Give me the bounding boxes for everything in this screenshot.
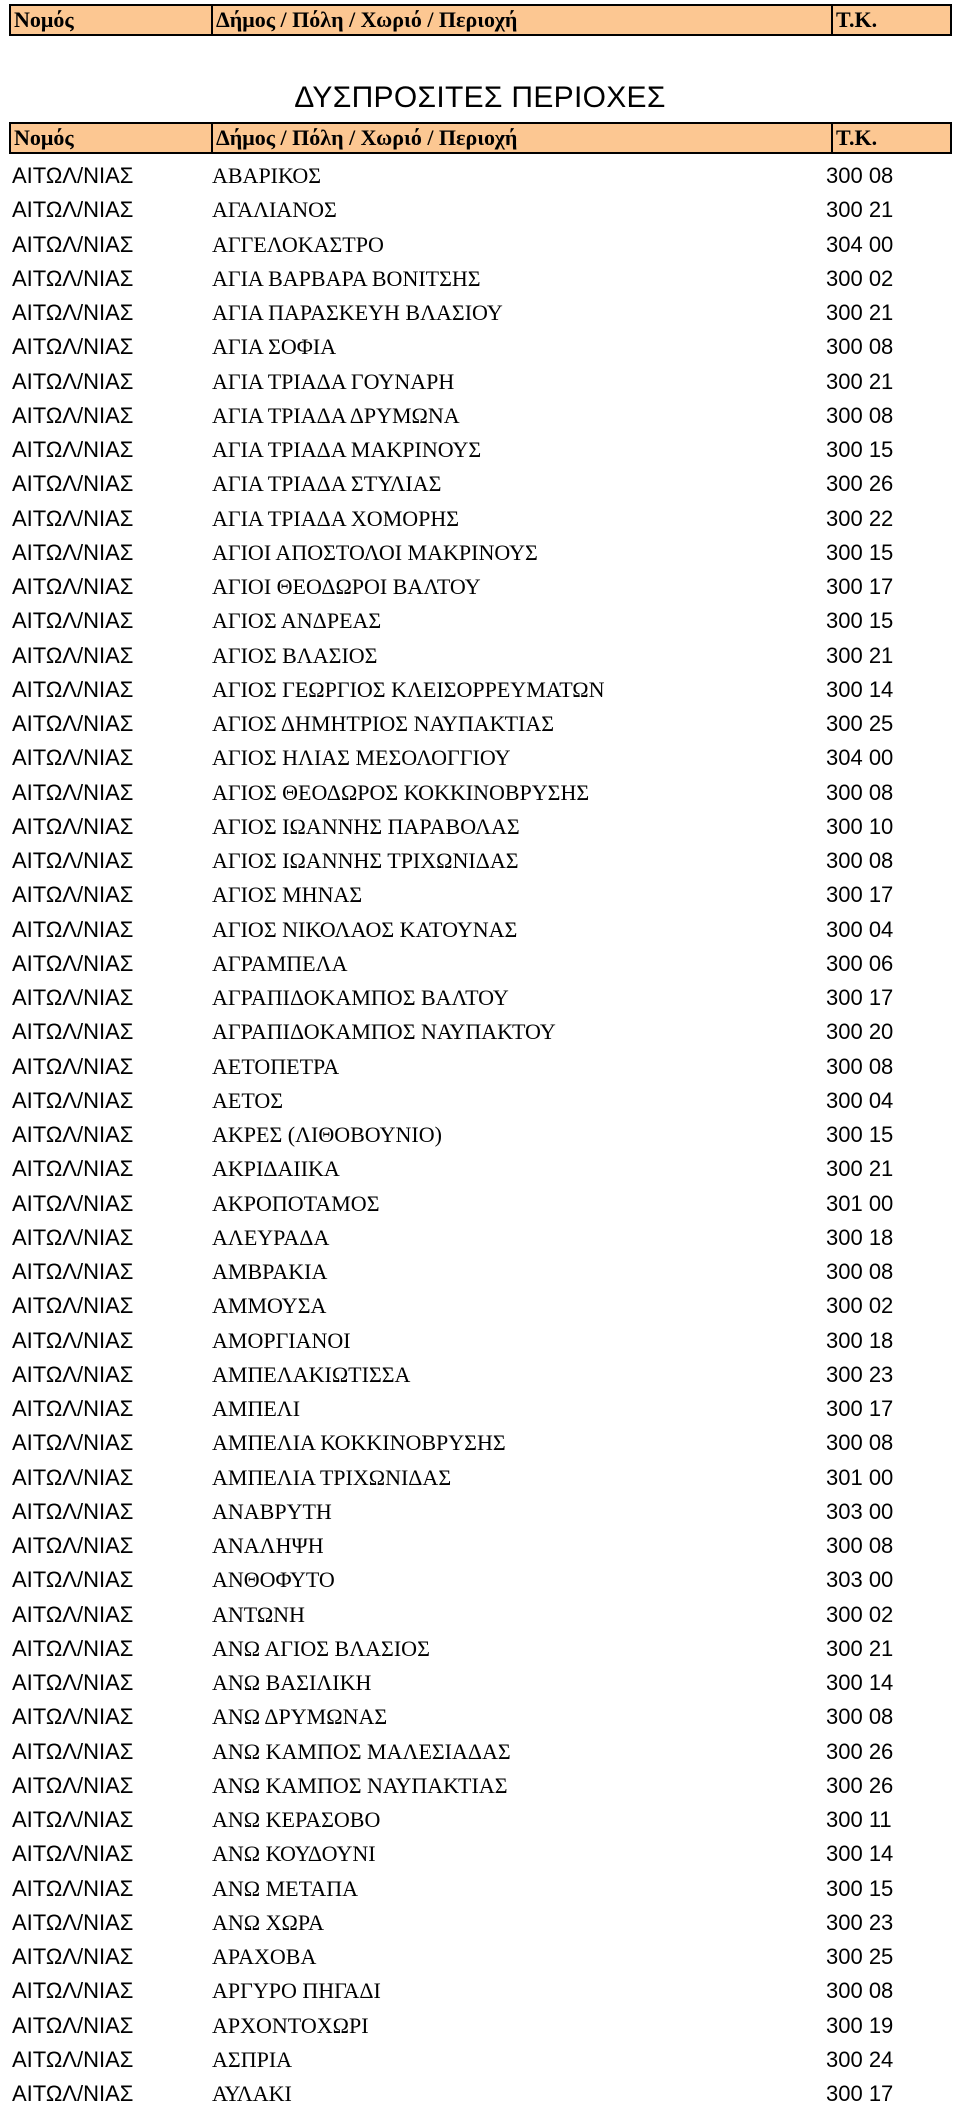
header-tk: Τ.Κ.: [831, 124, 952, 152]
cell-nomos: ΑΙΤΩΛ/ΝΙΑΣ: [12, 1635, 134, 1661]
cell-nomos: ΑΙΤΩΛ/ΝΙΑΣ: [12, 334, 134, 360]
cell-dimos: ΑΓΙΑ ΤΡΙΑΔΑ ΔΡΥΜΩΝΑ: [212, 402, 460, 428]
table-row: [0, 2077, 960, 2111]
table-row: [0, 1872, 960, 1906]
cell-dimos: ΑΚΡΙΔΑΙΙΚΑ: [212, 1156, 340, 1182]
cell-dimos: ΑΓΙΑ ΤΡΙΑΔΑ ΜΑΚΡΙΝΟΥΣ: [212, 437, 482, 462]
cell-tk: 300 17: [826, 574, 894, 599]
cell-dimos: ΑΝΩ ΧΩΡΑ: [212, 1909, 324, 1935]
cell-dimos: ΑΝΩ ΑΓΙΟΣ ΒΛΑΣΙΟΣ: [212, 1635, 430, 1661]
cell-nomos: ΑΙΤΩΛ/ΝΙΑΣ: [12, 265, 134, 291]
cell-tk: 300 17: [826, 1396, 894, 1421]
cell-nomos: ΑΙΤΩΛ/ΝΙΑΣ: [12, 1909, 134, 1935]
table-row: [0, 1221, 960, 1255]
cell-tk: 300 08: [826, 1978, 894, 2004]
cell-dimos: ΑΜΒΡΑΚΙΑ: [212, 1259, 328, 1284]
cell-nomos: ΑΙΤΩΛ/ΝΙΑΣ: [12, 163, 134, 188]
cell-tk: 300 22: [826, 505, 894, 531]
table-row: [0, 981, 960, 1015]
cell-tk: 300 23: [826, 1361, 894, 1387]
cell-nomos: ΑΙΤΩΛ/ΝΙΑΣ: [12, 300, 134, 325]
table-row: [0, 1324, 960, 1358]
cell-dimos: ΑΝΑΒΡΥΤΗ: [212, 1498, 332, 1524]
cell-nomos: ΑΙΤΩΛ/ΝΙΑΣ: [12, 985, 134, 1010]
cell-tk: 300 21: [826, 1635, 894, 1661]
table-row: [0, 228, 960, 262]
table-body: [0, 159, 960, 2111]
cell-dimos: ΑΓΙΟΣ ΗΛΙΑΣ ΜΕΣΟΛΟΓΓΙΟΥ: [212, 745, 511, 771]
table-row: [0, 502, 960, 536]
cell-nomos: ΑΙΤΩΛ/ΝΙΑΣ: [12, 1156, 134, 1182]
cell-tk: 300 15: [826, 1122, 894, 1147]
cell-nomos: ΑΙΤΩΛ/ΝΙΑΣ: [12, 1772, 134, 1798]
cell-dimos: ΑΝΩ ΜΕΤΑΠΑ: [212, 1875, 358, 1901]
table-row: [0, 1632, 960, 1666]
cell-nomos: ΑΙΤΩΛ/ΝΙΑΣ: [12, 574, 134, 599]
cell-nomos: ΑΙΤΩΛ/ΝΙΑΣ: [12, 916, 134, 942]
cell-nomos: ΑΙΤΩΛ/ΝΙΑΣ: [12, 1567, 134, 1593]
cell-nomos: ΑΙΤΩΛ/ΝΙΑΣ: [12, 745, 134, 771]
cell-nomos: ΑΙΤΩΛ/ΝΙΑΣ: [12, 608, 134, 634]
table-row: [0, 604, 960, 638]
cell-dimos: ΑΜΟΡΓΙΑΝΟΙ: [212, 1327, 351, 1353]
cell-tk: 300 19: [826, 2012, 894, 2038]
cell-tk: 303 00: [826, 1498, 894, 1524]
cell-tk: 300 06: [826, 950, 894, 976]
table-row: [0, 467, 960, 501]
cell-tk: 300 21: [826, 300, 894, 325]
cell-tk: 300 17: [826, 2081, 894, 2106]
table-row: [0, 1940, 960, 1974]
table-row: [0, 2009, 960, 2043]
table-row: [0, 2043, 960, 2077]
cell-dimos: ΑΥΛΑΚΙ: [212, 2081, 292, 2106]
cell-dimos: ΑΓΙΟΣ ΓΕΩΡΓΙΟΣ ΚΛΕΙΣΟΡΡΕΥΜΑΤΩΝ: [212, 676, 605, 702]
cell-nomos: ΑΙΤΩΛ/ΝΙΑΣ: [12, 2046, 134, 2072]
cell-dimos: ΑΒΑΡΙΚΟΣ: [212, 163, 322, 188]
table-row: [0, 1666, 960, 1700]
cell-tk: 300 10: [826, 813, 894, 839]
cell-nomos: ΑΙΤΩΛ/ΝΙΑΣ: [12, 402, 134, 428]
cell-dimos: ΑΜΜΟΥΣΑ: [212, 1293, 327, 1319]
table-row: [0, 1495, 960, 1529]
table-row: [0, 399, 960, 433]
cell-dimos: ΑΛΕΥΡΑΔΑ: [212, 1224, 330, 1250]
cell-tk: 300 02: [826, 1293, 894, 1319]
cell-tk: 300 15: [826, 1875, 894, 1901]
cell-tk: 300 15: [826, 608, 894, 634]
table-row: [0, 1015, 960, 1049]
cell-nomos: ΑΙΤΩΛ/ΝΙΑΣ: [12, 1498, 134, 1524]
header-nomos: Νομός: [14, 125, 74, 150]
cell-tk: 300 02: [826, 265, 894, 291]
cell-nomos: ΑΙΤΩΛ/ΝΙΑΣ: [12, 1841, 134, 1867]
table-row: [0, 1152, 960, 1186]
cell-dimos: ΑΚΡΕΣ (ΛΙΘΟΒΟΥΝΙΟ): [212, 1122, 442, 1147]
cell-tk: 300 17: [826, 985, 894, 1010]
cell-dimos: ΑΝΩ ΚΑΜΠΟΣ ΜΑΛΕΣΙΑΔΑΣ: [212, 1738, 511, 1764]
table-row: [0, 776, 960, 810]
cell-dimos: ΑΡΧΟΝΤΟΧΩΡΙ: [212, 2012, 369, 2038]
cell-tk: 304 00: [826, 231, 894, 257]
cell-dimos: ΑΕΤΟΣ: [212, 1087, 284, 1113]
cell-tk: 300 15: [826, 539, 894, 565]
cell-dimos: ΑΕΤΟΠΕΤΡΑ: [212, 1053, 340, 1079]
cell-nomos: ΑΙΤΩΛ/ΝΙΑΣ: [12, 1601, 134, 1627]
table-row: [0, 1461, 960, 1495]
cell-dimos: ΑΝΤΩΝΗ: [212, 1601, 305, 1627]
cell-dimos: ΑΝΩ ΚΟΥΔΟΥΝΙ: [212, 1841, 376, 1867]
cell-nomos: ΑΙΤΩΛ/ΝΙΑΣ: [12, 779, 134, 805]
cell-tk: 300 08: [826, 1259, 894, 1284]
cell-tk: 300 08: [826, 1430, 894, 1456]
cell-nomos: ΑΙΤΩΛ/ΝΙΑΣ: [12, 368, 134, 394]
cell-tk: 300 14: [826, 676, 894, 702]
cell-dimos: ΑΓΙΟΙ ΑΠΟΣΤΟΛΟΙ ΜΑΚΡΙΝΟΥΣ: [212, 539, 538, 565]
cell-nomos: ΑΙΤΩΛ/ΝΙΑΣ: [12, 471, 134, 497]
cell-tk: 300 25: [826, 1944, 894, 1969]
cell-nomos: ΑΙΤΩΛ/ΝΙΑΣ: [12, 1875, 134, 1901]
cell-nomos: ΑΙΤΩΛ/ΝΙΑΣ: [12, 1396, 134, 1421]
table-row: [0, 707, 960, 741]
cell-dimos: ΑΓΡΑΜΠΕΛΑ: [212, 950, 348, 976]
table-row: [0, 1769, 960, 1803]
cell-dimos: ΑΓΑΛΙΑΝΟΣ: [212, 197, 337, 223]
cell-nomos: ΑΙΤΩΛ/ΝΙΑΣ: [12, 231, 134, 257]
table-header-section: [9, 122, 952, 154]
cell-tk: 300 04: [826, 1087, 894, 1113]
cell-tk: 300 18: [826, 1224, 894, 1250]
table-row: [0, 810, 960, 844]
cell-nomos: ΑΙΤΩΛ/ΝΙΑΣ: [12, 437, 134, 462]
cell-dimos: ΑΓΙΟΣ ΝΙΚΟΛΑΟΣ ΚΑΤΟΥΝΑΣ: [212, 916, 518, 942]
cell-tk: 300 04: [826, 916, 894, 942]
table-header-top: [9, 4, 952, 36]
cell-nomos: ΑΙΤΩΛ/ΝΙΑΣ: [12, 1190, 134, 1216]
cell-nomos: ΑΙΤΩΛ/ΝΙΑΣ: [12, 539, 134, 565]
cell-dimos: ΑΣΠΡΙΑ: [212, 2046, 293, 2072]
cell-dimos: ΑΚΡΟΠΟΤΑΜΟΣ: [212, 1190, 380, 1216]
cell-tk: 300 08: [826, 848, 894, 873]
table-row: [0, 1974, 960, 2008]
cell-nomos: ΑΙΤΩΛ/ΝΙΑΣ: [12, 1533, 134, 1558]
cell-nomos: ΑΙΤΩΛ/ΝΙΑΣ: [12, 2012, 134, 2038]
table-row: [0, 1255, 960, 1289]
cell-tk: 300 14: [826, 1841, 894, 1867]
cell-tk: 300 21: [826, 1156, 894, 1182]
table-row: [0, 1289, 960, 1323]
table-row: [0, 193, 960, 227]
cell-nomos: ΑΙΤΩΛ/ΝΙΑΣ: [12, 1019, 134, 1045]
table-row: [0, 296, 960, 330]
table-row: [0, 536, 960, 570]
table-row: [0, 1426, 960, 1460]
table-row: [0, 1735, 960, 1769]
cell-tk: 300 08: [826, 1704, 894, 1730]
cell-dimos: ΑΓΓΕΛΟΚΑΣΤΡΟ: [212, 231, 384, 257]
table-row: [0, 330, 960, 364]
cell-nomos: ΑΙΤΩΛ/ΝΙΑΣ: [12, 1704, 134, 1730]
cell-tk: 301 00: [826, 1190, 894, 1216]
cell-dimos: ΑΝΘΟΦΥΤΟ: [212, 1567, 335, 1593]
cell-nomos: ΑΙΤΩΛ/ΝΙΑΣ: [12, 1361, 134, 1387]
cell-dimos: ΑΜΠΕΛΙ: [212, 1396, 301, 1421]
table-row: [0, 570, 960, 604]
table-row: [0, 947, 960, 981]
table-row: [0, 1529, 960, 1563]
cell-tk: 300 15: [826, 437, 894, 462]
cell-nomos: ΑΙΤΩΛ/ΝΙΑΣ: [12, 711, 134, 736]
cell-nomos: ΑΙΤΩΛ/ΝΙΑΣ: [12, 676, 134, 702]
cell-dimos: ΑΡΓΥΡΟ ΠΗΓΑΔΙ: [212, 1978, 381, 2004]
cell-tk: 300 24: [826, 2046, 894, 2072]
cell-tk: 300 18: [826, 1327, 894, 1353]
cell-nomos: ΑΙΤΩΛ/ΝΙΑΣ: [12, 1670, 134, 1695]
cell-tk: 300 21: [826, 368, 894, 394]
table-row: [0, 844, 960, 878]
table-row: [0, 1598, 960, 1632]
cell-tk: 300 26: [826, 1772, 894, 1798]
cell-dimos: ΑΝΩ ΚΑΜΠΟΣ ΝΑΥΠΑΚΤΙΑΣ: [212, 1772, 508, 1798]
header-dimos: Δήμος / Πόλη / Χωριό / Περιοχή: [211, 6, 831, 34]
table-row: [0, 1050, 960, 1084]
cell-tk: 303 00: [826, 1567, 894, 1593]
cell-tk: 300 11: [826, 1807, 892, 1832]
cell-nomos: ΑΙΤΩΛ/ΝΙΑΣ: [12, 1122, 134, 1147]
cell-dimos: ΑΓΙΟΣ ΜΗΝΑΣ: [212, 882, 363, 908]
cell-nomos: ΑΙΤΩΛ/ΝΙΑΣ: [12, 1430, 134, 1456]
table-row: [0, 159, 960, 193]
cell-nomos: ΑΙΤΩΛ/ΝΙΑΣ: [12, 1087, 134, 1113]
cell-tk: 300 25: [826, 711, 894, 736]
cell-nomos: ΑΙΤΩΛ/ΝΙΑΣ: [12, 1053, 134, 1079]
cell-tk: 304 00: [826, 745, 894, 771]
cell-nomos: ΑΙΤΩΛ/ΝΙΑΣ: [12, 1738, 134, 1764]
cell-tk: 300 21: [826, 197, 894, 223]
table-row: [0, 1187, 960, 1221]
cell-tk: 300 14: [826, 1670, 894, 1695]
cell-tk: 300 08: [826, 402, 894, 428]
cell-dimos: ΑΜΠΕΛΙΑ ΚΟΚΚΙΝΟΒΡΥΣΗΣ: [212, 1430, 506, 1456]
cell-nomos: ΑΙΤΩΛ/ΝΙΑΣ: [12, 1259, 134, 1284]
header-tk: Τ.Κ.: [831, 6, 952, 34]
table-row: [0, 262, 960, 296]
table-row: [0, 433, 960, 467]
section-title: ΔΥΣΠΡΟΣΙΤΕΣ ΠΕΡΙΟΧΕΣ: [294, 81, 666, 114]
cell-tk: 300 20: [826, 1019, 894, 1045]
cell-dimos: ΑΓΙΑ ΤΡΙΑΔΑ ΧΟΜΟΡΗΣ: [212, 505, 460, 531]
table-row: [0, 1118, 960, 1152]
cell-tk: 300 02: [826, 1601, 894, 1627]
table-row: [0, 1084, 960, 1118]
cell-dimos: ΑΜΠΕΛΙΑ ΤΡΙΧΩΝΙΔΑΣ: [212, 1464, 452, 1490]
table-row: [0, 639, 960, 673]
cell-tk: 300 08: [826, 1533, 894, 1558]
header-dimos: Δήμος / Πόλη / Χωριό / Περιοχή: [211, 124, 831, 152]
cell-tk: 300 23: [826, 1909, 894, 1935]
cell-dimos: ΑΓΙΑ ΤΡΙΑΔΑ ΣΤΥΛΙΑΣ: [212, 471, 442, 497]
table-row: [0, 1392, 960, 1426]
cell-nomos: ΑΙΤΩΛ/ΝΙΑΣ: [12, 2081, 134, 2106]
table-row: [0, 1837, 960, 1871]
cell-dimos: ΑΓΡΑΠΙΔΟΚΑΜΠΟΣ ΒΑΛΤΟΥ: [212, 985, 509, 1010]
cell-dimos: ΑΓΙΟΣ ΙΩΑΝΝΗΣ ΤΡΙΧΩΝΙΔΑΣ: [212, 848, 519, 873]
cell-dimos: ΑΓΙΟΣ ΔΗΜΗΤΡΙΟΣ ΝΑΥΠΑΚΤΙΑΣ: [212, 711, 555, 736]
cell-dimos: ΑΓΙΑ ΣΟΦΙΑ: [212, 334, 337, 360]
table-row: [0, 1803, 960, 1837]
cell-dimos: ΑΓΙΑ ΠΑΡΑΣΚΕΥΗ ΒΛΑΣΙΟΥ: [212, 300, 503, 325]
cell-tk: 300 26: [826, 471, 894, 497]
cell-nomos: ΑΙΤΩΛ/ΝΙΑΣ: [12, 1807, 134, 1832]
cell-nomos: ΑΙΤΩΛ/ΝΙΑΣ: [12, 813, 134, 839]
cell-dimos: ΑΝΑΛΗΨΗ: [212, 1533, 324, 1558]
cell-dimos: ΑΡΑΧΟΒΑ: [212, 1944, 317, 1969]
cell-tk: 300 21: [826, 642, 894, 668]
cell-dimos: ΑΜΠΕΛΑΚΙΩΤΙΣΣΑ: [212, 1361, 411, 1387]
table-row: [0, 741, 960, 775]
header-nomos: Νομός: [14, 7, 74, 32]
cell-nomos: ΑΙΤΩΛ/ΝΙΑΣ: [12, 1327, 134, 1353]
cell-dimos: ΑΝΩ ΚΕΡΑΣΟΒΟ: [212, 1807, 381, 1832]
cell-nomos: ΑΙΤΩΛ/ΝΙΑΣ: [12, 505, 134, 531]
table-row: [0, 673, 960, 707]
table-row: [0, 1563, 960, 1597]
cell-nomos: ΑΙΤΩΛ/ΝΙΑΣ: [12, 197, 134, 223]
cell-dimos: ΑΓΙΑ ΤΡΙΑΔΑ ΓΟΥΝΑΡΗ: [212, 368, 455, 394]
cell-nomos: ΑΙΤΩΛ/ΝΙΑΣ: [12, 1978, 134, 2004]
table-row: [0, 1358, 960, 1392]
cell-dimos: ΑΓΙΑ ΒΑΡΒΑΡΑ ΒΟΝΙΤΣΗΣ: [212, 265, 481, 291]
cell-dimos: ΑΓΙΟΣ ΙΩΑΝΝΗΣ ΠΑΡΑΒΟΛΑΣ: [212, 813, 520, 839]
cell-dimos: ΑΝΩ ΒΑΣΙΛΙΚΗ: [212, 1670, 372, 1695]
cell-dimos: ΑΝΩ ΔΡΥΜΩΝΑΣ: [212, 1704, 388, 1730]
table-row: [0, 365, 960, 399]
table-row: [0, 1700, 960, 1734]
cell-nomos: ΑΙΤΩΛ/ΝΙΑΣ: [12, 1293, 134, 1319]
cell-tk: 300 26: [826, 1738, 894, 1764]
cell-dimos: ΑΓΙΟΣ ΑΝΔΡΕΑΣ: [212, 608, 382, 634]
table-row: [0, 878, 960, 912]
cell-tk: 300 08: [826, 1053, 894, 1079]
table-row: [0, 1906, 960, 1940]
cell-dimos: ΑΓΙΟΣ ΘΕΟΔΩΡΟΣ ΚΟΚΚΙΝΟΒΡΥΣΗΣ: [212, 779, 590, 805]
cell-dimos: ΑΓΡΑΠΙΔΟΚΑΜΠΟΣ ΝΑΥΠΑΚΤΟΥ: [212, 1019, 556, 1045]
cell-dimos: ΑΓΙΟΙ ΘΕΟΔΩΡΟΙ ΒΑΛΤΟΥ: [212, 574, 481, 599]
cell-dimos: ΑΓΙΟΣ ΒΛΑΣΙΟΣ: [212, 642, 378, 668]
cell-tk: 300 08: [826, 779, 894, 805]
cell-tk: 300 17: [826, 882, 894, 908]
cell-tk: 300 08: [826, 334, 894, 360]
cell-nomos: ΑΙΤΩΛ/ΝΙΑΣ: [12, 1944, 134, 1969]
cell-nomos: ΑΙΤΩΛ/ΝΙΑΣ: [12, 848, 134, 873]
cell-nomos: ΑΙΤΩΛ/ΝΙΑΣ: [12, 642, 134, 668]
table-row: [0, 913, 960, 947]
cell-nomos: ΑΙΤΩΛ/ΝΙΑΣ: [12, 882, 134, 908]
cell-tk: 301 00: [826, 1464, 894, 1490]
cell-nomos: ΑΙΤΩΛ/ΝΙΑΣ: [12, 1224, 134, 1250]
cell-nomos: ΑΙΤΩΛ/ΝΙΑΣ: [12, 1464, 134, 1490]
cell-tk: 300 08: [826, 163, 894, 188]
cell-nomos: ΑΙΤΩΛ/ΝΙΑΣ: [12, 950, 134, 976]
